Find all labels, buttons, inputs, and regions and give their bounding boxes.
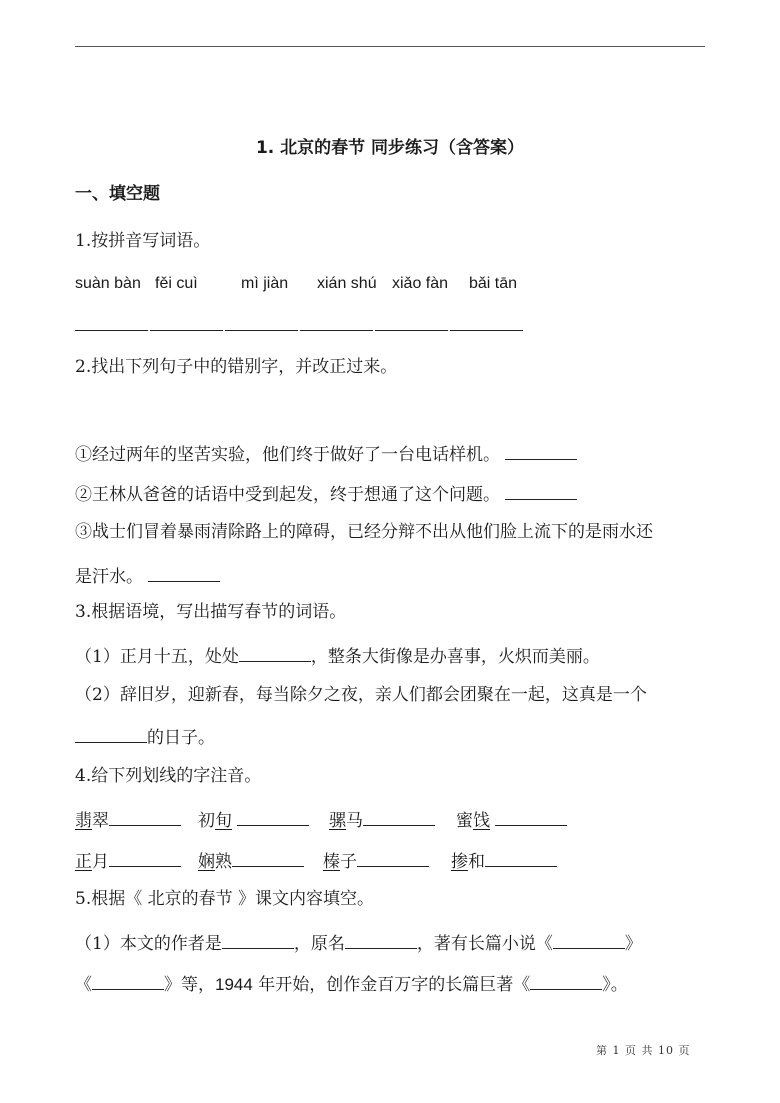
underlined-char: 骡	[329, 811, 346, 831]
answer-blank[interactable]	[109, 807, 181, 826]
answer-blank[interactable]	[345, 930, 417, 949]
item-text: 本文的作者是	[119, 934, 222, 954]
page-number: 第 1 页 共 10 页	[596, 1044, 691, 1057]
answer-blank[interactable]	[75, 724, 147, 743]
item-text: ，原名	[293, 934, 345, 954]
underlined-char: 娴	[198, 852, 215, 872]
underlined-char: 掺	[451, 852, 468, 872]
q4-row-1	[75, 807, 567, 832]
word-rest: 初	[198, 811, 215, 831]
underlined-char: 饯	[473, 811, 490, 831]
answer-blank[interactable]	[148, 563, 220, 582]
q3-item-2-cont	[75, 724, 215, 749]
answer-blank[interactable]	[505, 481, 577, 500]
answer-blank[interactable]	[222, 930, 294, 949]
word-rest: 熟	[215, 852, 232, 872]
pinyin-word-item	[198, 848, 323, 873]
q5-item-1	[75, 930, 642, 955]
pinyin-item: mì jiàn	[241, 275, 289, 292]
q2-item-3	[75, 521, 653, 543]
item-text: 年开始，创作金百万字的长篇巨著《	[252, 975, 531, 995]
page-title: 1. 北京的春节 同步练习（含答案）	[255, 138, 525, 158]
underlined-char: 翡	[75, 811, 92, 831]
q2-prompt: 2.找出下列句子中的错别字，并改正过来。	[75, 357, 398, 377]
header-rule	[75, 46, 705, 47]
pinyin-word-item	[75, 807, 198, 832]
word-rest: 蜜	[456, 811, 473, 831]
underlined-char: 榛	[323, 852, 340, 872]
pinyin-word-item	[329, 807, 456, 832]
q3-item-2	[75, 684, 647, 706]
q3-item-1	[75, 643, 600, 668]
answer-blank[interactable]	[92, 971, 164, 990]
answer-blank[interactable]	[553, 930, 625, 949]
q1-answer-blanks	[75, 330, 523, 331]
pinyin-item: fěi cuì	[155, 275, 198, 292]
answer-blank[interactable]	[300, 330, 373, 331]
q2-item-3-cont	[75, 563, 220, 588]
item-text: 经过两年的坚苦实验，他们终于做好了一台电话样机。	[92, 445, 500, 465]
answer-blank[interactable]	[237, 807, 309, 826]
q4-prompt: 4.给下列划线的字注音。	[75, 766, 262, 786]
item-label: （2）	[75, 685, 120, 705]
answer-blank[interactable]	[232, 848, 304, 867]
underlined-char: 旬	[215, 811, 232, 831]
pinyin-word-item	[75, 848, 198, 873]
item-marker: ①	[75, 445, 92, 465]
word-rest: 马	[346, 811, 363, 831]
q2-item-2	[75, 481, 577, 506]
answer-blank[interactable]	[530, 971, 602, 990]
item-text: 《	[75, 975, 92, 995]
answer-blank[interactable]	[150, 330, 223, 331]
word-rest: 和	[468, 852, 485, 872]
answer-blank[interactable]	[375, 330, 448, 331]
answer-blank[interactable]	[239, 643, 311, 662]
pinyin-item: xián shú	[317, 275, 377, 292]
pinyin-item: xiǎo fàn	[392, 275, 449, 292]
word-rest: 翠	[92, 811, 109, 831]
answer-blank[interactable]	[357, 848, 429, 867]
q1-pinyin-row	[75, 273, 517, 295]
answer-blank[interactable]	[505, 441, 577, 460]
q1-prompt: 1.按拼音写词语。	[75, 231, 211, 251]
item-text: 是汗水。	[75, 567, 143, 587]
item-text: ，整条大街像是办喜事，火炽而美丽。	[310, 647, 600, 667]
pinyin-item: suàn bàn	[75, 275, 141, 292]
word-rest: 月	[92, 852, 109, 872]
pinyin-word-item	[323, 848, 451, 873]
item-text: 》。	[602, 975, 628, 995]
q4-row-2	[75, 848, 557, 873]
pinyin-word-item	[451, 848, 557, 873]
item-text: 辞旧岁，迎新春，每当除夕之夜，亲人们都会团聚在一起，这真是一个	[119, 685, 647, 705]
answer-blank[interactable]	[225, 330, 298, 331]
answer-blank[interactable]	[495, 807, 567, 826]
q5-prompt: 5.根据《 北京的春节 》课文内容填空。	[75, 889, 375, 909]
q5-item-1-cont	[75, 971, 628, 996]
item-label: （1）	[75, 934, 120, 954]
answer-blank[interactable]	[450, 330, 523, 331]
pinyin-word-item	[198, 807, 329, 832]
item-text: 正月十五，处处	[119, 647, 239, 667]
year-value: 1944	[215, 975, 253, 994]
item-text: ，著有长篇小说《	[416, 934, 553, 954]
item-text: 王林从爸爸的话语中受到起发，终于想通了这个问题。	[92, 485, 500, 505]
pinyin-item: bǎi tān	[469, 275, 518, 292]
item-text: 》	[624, 934, 642, 954]
section-heading: 一、填空题	[75, 184, 160, 204]
answer-blank[interactable]	[75, 330, 148, 331]
item-marker: ③	[75, 522, 92, 542]
item-text: 》等，	[164, 975, 215, 995]
answer-blank[interactable]	[109, 848, 181, 867]
q3-prompt: 3.根据语境，写出描写春节的词语。	[75, 602, 347, 622]
item-text: 的日子。	[147, 728, 215, 748]
pinyin-word-item	[456, 807, 567, 832]
q2-item-1	[75, 441, 577, 466]
underlined-char: 正	[75, 852, 92, 872]
word-rest: 子	[340, 852, 357, 872]
answer-blank[interactable]	[363, 807, 435, 826]
answer-blank[interactable]	[485, 848, 557, 867]
item-marker: ②	[75, 485, 92, 505]
item-text: 战士们冒着暴雨清除路上的障碍，已经分辩不出从他们脸上流下的是雨水还	[92, 522, 653, 542]
item-label: （1）	[75, 647, 120, 667]
